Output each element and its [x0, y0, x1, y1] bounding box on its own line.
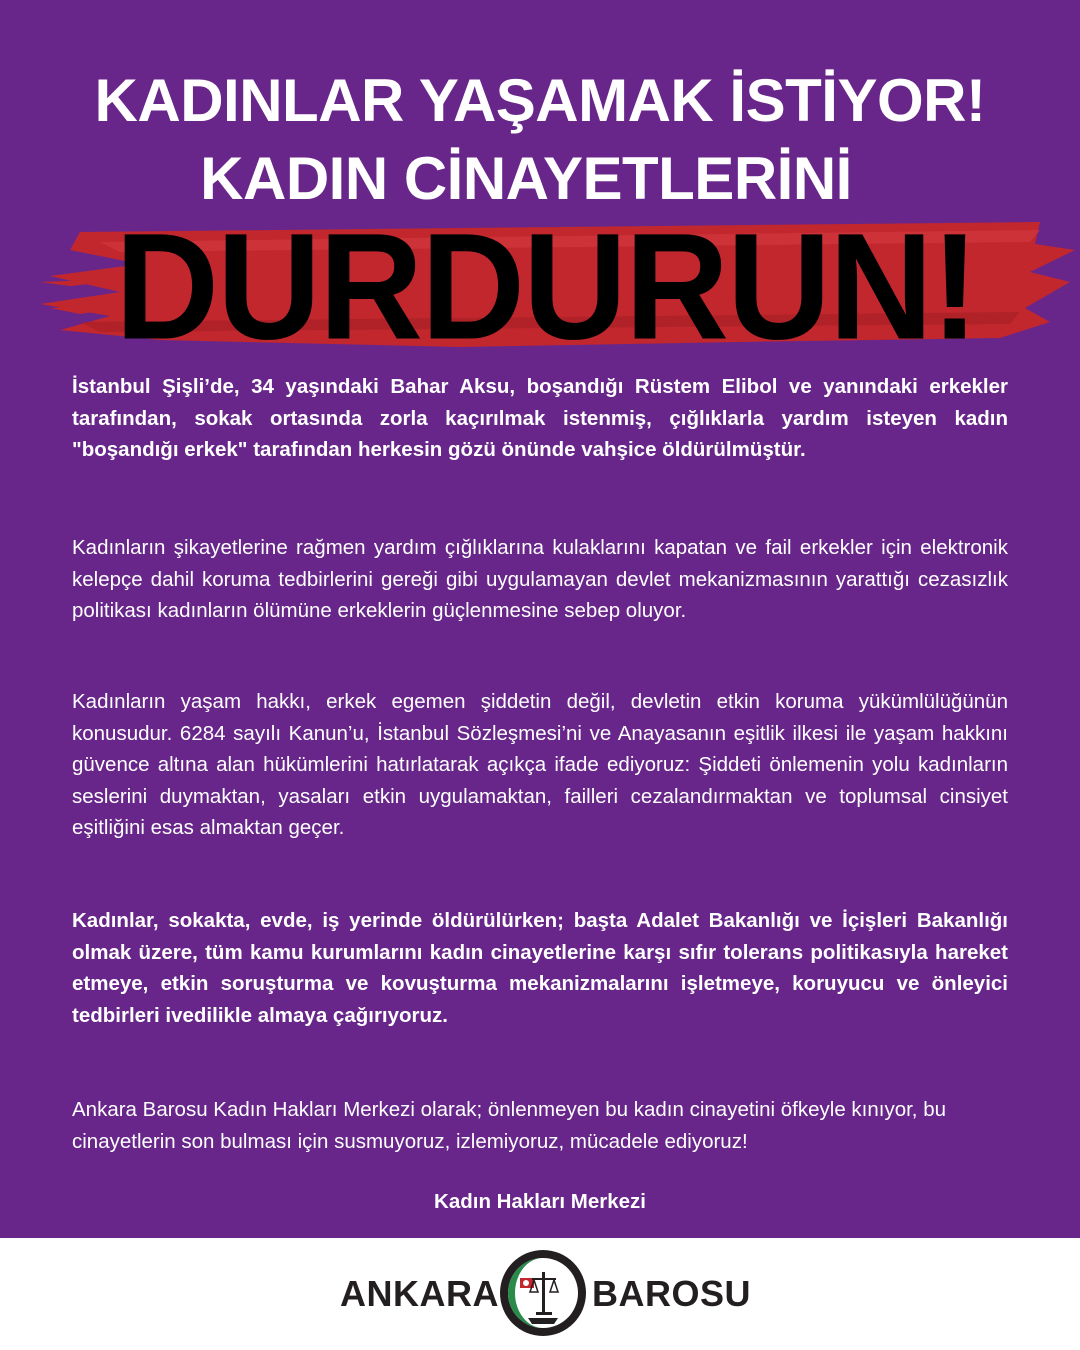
headline-durdurun: DURDURUN!	[115, 201, 977, 371]
logo-text-ankara: ANKARA	[340, 1273, 499, 1314]
headline-line-2: KADIN CİNAYETLERİNİ	[200, 145, 852, 212]
bar-association-seal-icon	[498, 1248, 588, 1338]
signature: Kadın Hakları Merkezi	[434, 1190, 646, 1213]
paragraph-3: Kadınların yaşam hakkı, erkek egemen şiddetin değil, devletin etkin koruma yükümlülüğünün konusudur. 6284 sayılı Kanun’u, İstanbul Sözleşmesi’ni ve Anayasanın eşitlik ilkesi ile yaşam hakkını güvence altına alan hükümlerini hatırlatarak açıkça ifade ediyoruz: Şiddeti önlemenin yolu kadınların seslerini duymaktan, yasaları etkin uygulamaktan, failleri cezalandırmaktan ve toplumsal cinsiyet eşitliğini esas almaktan geçer.	[72, 690, 1008, 839]
logo-text-barosu: BAROSU	[592, 1273, 752, 1314]
paragraph-5: Ankara Barosu Kadın Hakları Merkezi olarak; önlenmeyen bu kadın cinayetini öfkeyle kınıyor, bu cinayetlerin son bulması için susmuyoruz, izlemiyoruz, mücadele ediyoruz!	[72, 1098, 946, 1153]
headline-line-1: KADINLAR YAŞAMAK İSTİYOR!	[94, 67, 986, 134]
paragraph-2: Kadınların şikayetlerine rağmen yardım çığlıklarına kulaklarını kapatan ve fail erkekler için elektronik kelepçe dahil koruma tedbirlerini gereği gibi uygulamayan devlet mekanizmasının yarattığı cezasızlık politikası kadınların ölümüne erkeklerin güçlenmesine sebep oluyor.	[72, 536, 1008, 622]
paragraph-1: İstanbul Şişli’de, 34 yaşındaki Bahar Aksu, boşandığı Rüstem Elibol ve yanındaki erkekler tarafından, sokak ortasında zorla kaçırılmak istenmiş, çığlıklarla yardım isteyen kadın "boşandığı erkek" tarafından herkesin gözü önünde vahşice öldürülmüştür.	[72, 375, 1008, 461]
paragraph-4: Kadınlar, sokakta, evde, iş yerinde öldürülürken; başta Adalet Bakanlığı ve İçişleri Bakanlığı olmak üzere, tüm kamu kurumlarını kadın cinayetlerine karşı sıfır tolerans politikasıyla hareket etmeye, etkin soruşturma ve kovuşturma mekanizmalarını işletmeye, koruyucu ve önleyici tedbirleri ivedilikle almaya çağırıyoruz.	[72, 909, 1008, 1027]
